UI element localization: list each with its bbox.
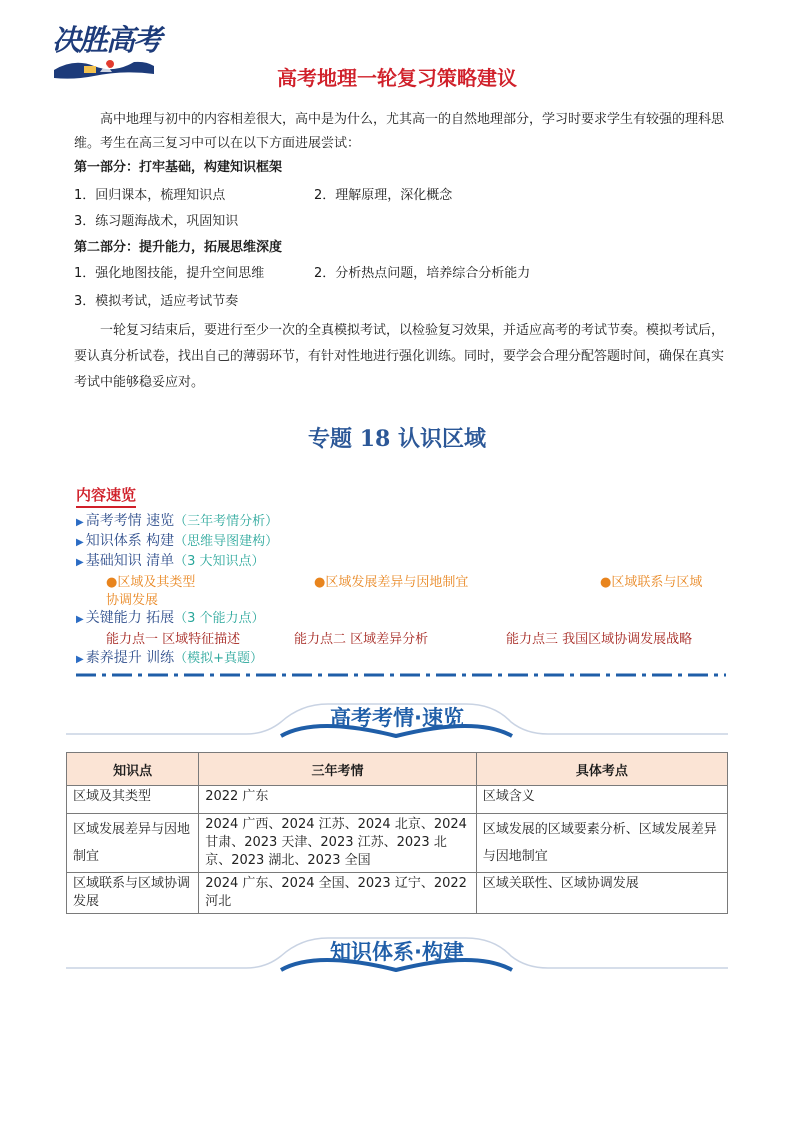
table-cell: 区域含义 <box>476 786 727 814</box>
section-title: 知识体系·构建 <box>330 940 464 964</box>
table-header-row <box>67 753 728 786</box>
intro-paragraph: 高中地理与初中的内容相差很大，高中是为什么，尤其高一的自然地理部分，学习时要求学生有较强的理科思维。考生在高三复习中可以在以下方面进展尝试： <box>74 112 725 151</box>
overview-item[interactable] <box>76 510 278 530</box>
triangle-bullet-icon: ▶ <box>76 537 84 548</box>
exam-analysis-table <box>66 752 728 914</box>
part1-item-3: 3．练习题海战术，巩固知识 <box>74 214 239 229</box>
overview-item-main: 基础知识 清单 <box>85 553 175 569</box>
part2-item-2: 2．分析热点问题，培养综合分析能力 <box>314 266 531 281</box>
table-cell: 区域发展的区域要素分析、区域发展差异与因地制宜 <box>476 814 727 873</box>
logo-text: 决胜高考 <box>52 23 161 57</box>
overview-item[interactable] <box>76 530 278 550</box>
overview-item-main: 关键能力 拓展 <box>85 610 175 626</box>
section-banner-exam-overview <box>66 696 728 740</box>
overview-item-main: 素养提升 训练 <box>85 650 175 666</box>
part1-heading: 第一部分：打牢基础，构建知识框架 <box>74 160 283 175</box>
knowledge-point-3[interactable]: ●区域联系与区域 <box>600 575 703 590</box>
overview-item-sub: （思维导图建构） <box>174 534 279 549</box>
part1-item-2: 2．理解原理，深化概念 <box>314 188 453 203</box>
topic-title: 专题 18 认识区域 <box>308 426 486 452</box>
ability-point-1[interactable]: 能力点一 区域特征描述 <box>106 632 241 647</box>
overview-item-sub: （三年考情分析） <box>174 514 279 529</box>
overview-item-sub: （模拟+真题） <box>174 651 264 666</box>
table-row <box>67 814 728 873</box>
triangle-bullet-icon: ▶ <box>76 557 84 568</box>
part1-item-1: 1．回归课本，梳理知识点 <box>74 188 226 203</box>
table-header-cell: 知识点 <box>67 753 199 786</box>
part2-item-3: 3．模拟考试，适应考试节奏 <box>74 294 239 309</box>
table-header-cell: 具体考点 <box>476 753 727 786</box>
table-cell: 区域关联性、区域协调发展 <box>476 873 727 914</box>
table-row <box>67 786 728 814</box>
section-title: 高考考情·速览 <box>330 706 464 730</box>
triangle-bullet-icon: ▶ <box>76 654 84 665</box>
table-cell: 2024 广西、2024 江苏、2024 北京、2024 甘肃、2023 天津、2023 江苏、2023 北京、2023 湖北、2023 全国 <box>199 814 477 873</box>
table-cell: 2024 广东、2024 全国、2023 辽宁、2022 河北 <box>199 873 477 914</box>
overview-item[interactable] <box>76 647 263 667</box>
part2-item-1: 1．强化地图技能，提升空间思维 <box>74 266 265 281</box>
knowledge-point-3-cont[interactable]: 协调发展 <box>106 593 159 608</box>
ability-point-2[interactable]: 能力点二 区域差异分析 <box>294 632 429 647</box>
table-header-cell: 三年考情 <box>199 753 477 786</box>
table-cell: 2022 广东 <box>199 786 477 814</box>
knowledge-point-2[interactable]: ●区域发展差异与因地制宜 <box>314 575 469 590</box>
dashed-divider <box>76 672 726 678</box>
table-row <box>67 873 728 914</box>
overview-item-sub: （3 个能力点） <box>174 611 265 626</box>
closing-paragraph: 一轮复习结束后，要进行至少一次的全真模拟考试，以检验复习效果，并适应高考的考试节奏。模拟考试后，要认真分析试卷，找出自己的薄弱环节，有针对性地进行强化训练。同时，要学会合理分配答题时间，确保在真实考试中能够稳妥应对。 <box>74 323 725 390</box>
table-cell: 区域发展差异与因地制宜 <box>67 814 199 873</box>
section-banner-knowledge-system <box>66 930 728 974</box>
overview-item-main: 知识体系 构建 <box>85 533 175 549</box>
overview-item[interactable] <box>76 550 265 570</box>
overview-item-main: 高考考情 速览 <box>85 513 175 529</box>
triangle-bullet-icon: ▶ <box>76 614 84 625</box>
part2-heading: 第二部分：提升能力，拓展思维深度 <box>74 240 283 255</box>
overview-heading: 内容速览 <box>76 484 136 508</box>
triangle-bullet-icon: ▶ <box>76 517 84 528</box>
table-cell: 区域联系与区域协调发展 <box>67 873 199 914</box>
document-title: 高考地理一轮复习策略建议 <box>277 66 517 90</box>
knowledge-point-1[interactable]: ●区域及其类型 <box>106 575 196 590</box>
table-cell: 区域及其类型 <box>67 786 199 814</box>
overview-item[interactable] <box>76 607 265 627</box>
ability-point-3[interactable]: 能力点三 我国区域协调发展战略 <box>506 632 693 647</box>
overview-item-sub: （3 大知识点） <box>174 554 265 569</box>
